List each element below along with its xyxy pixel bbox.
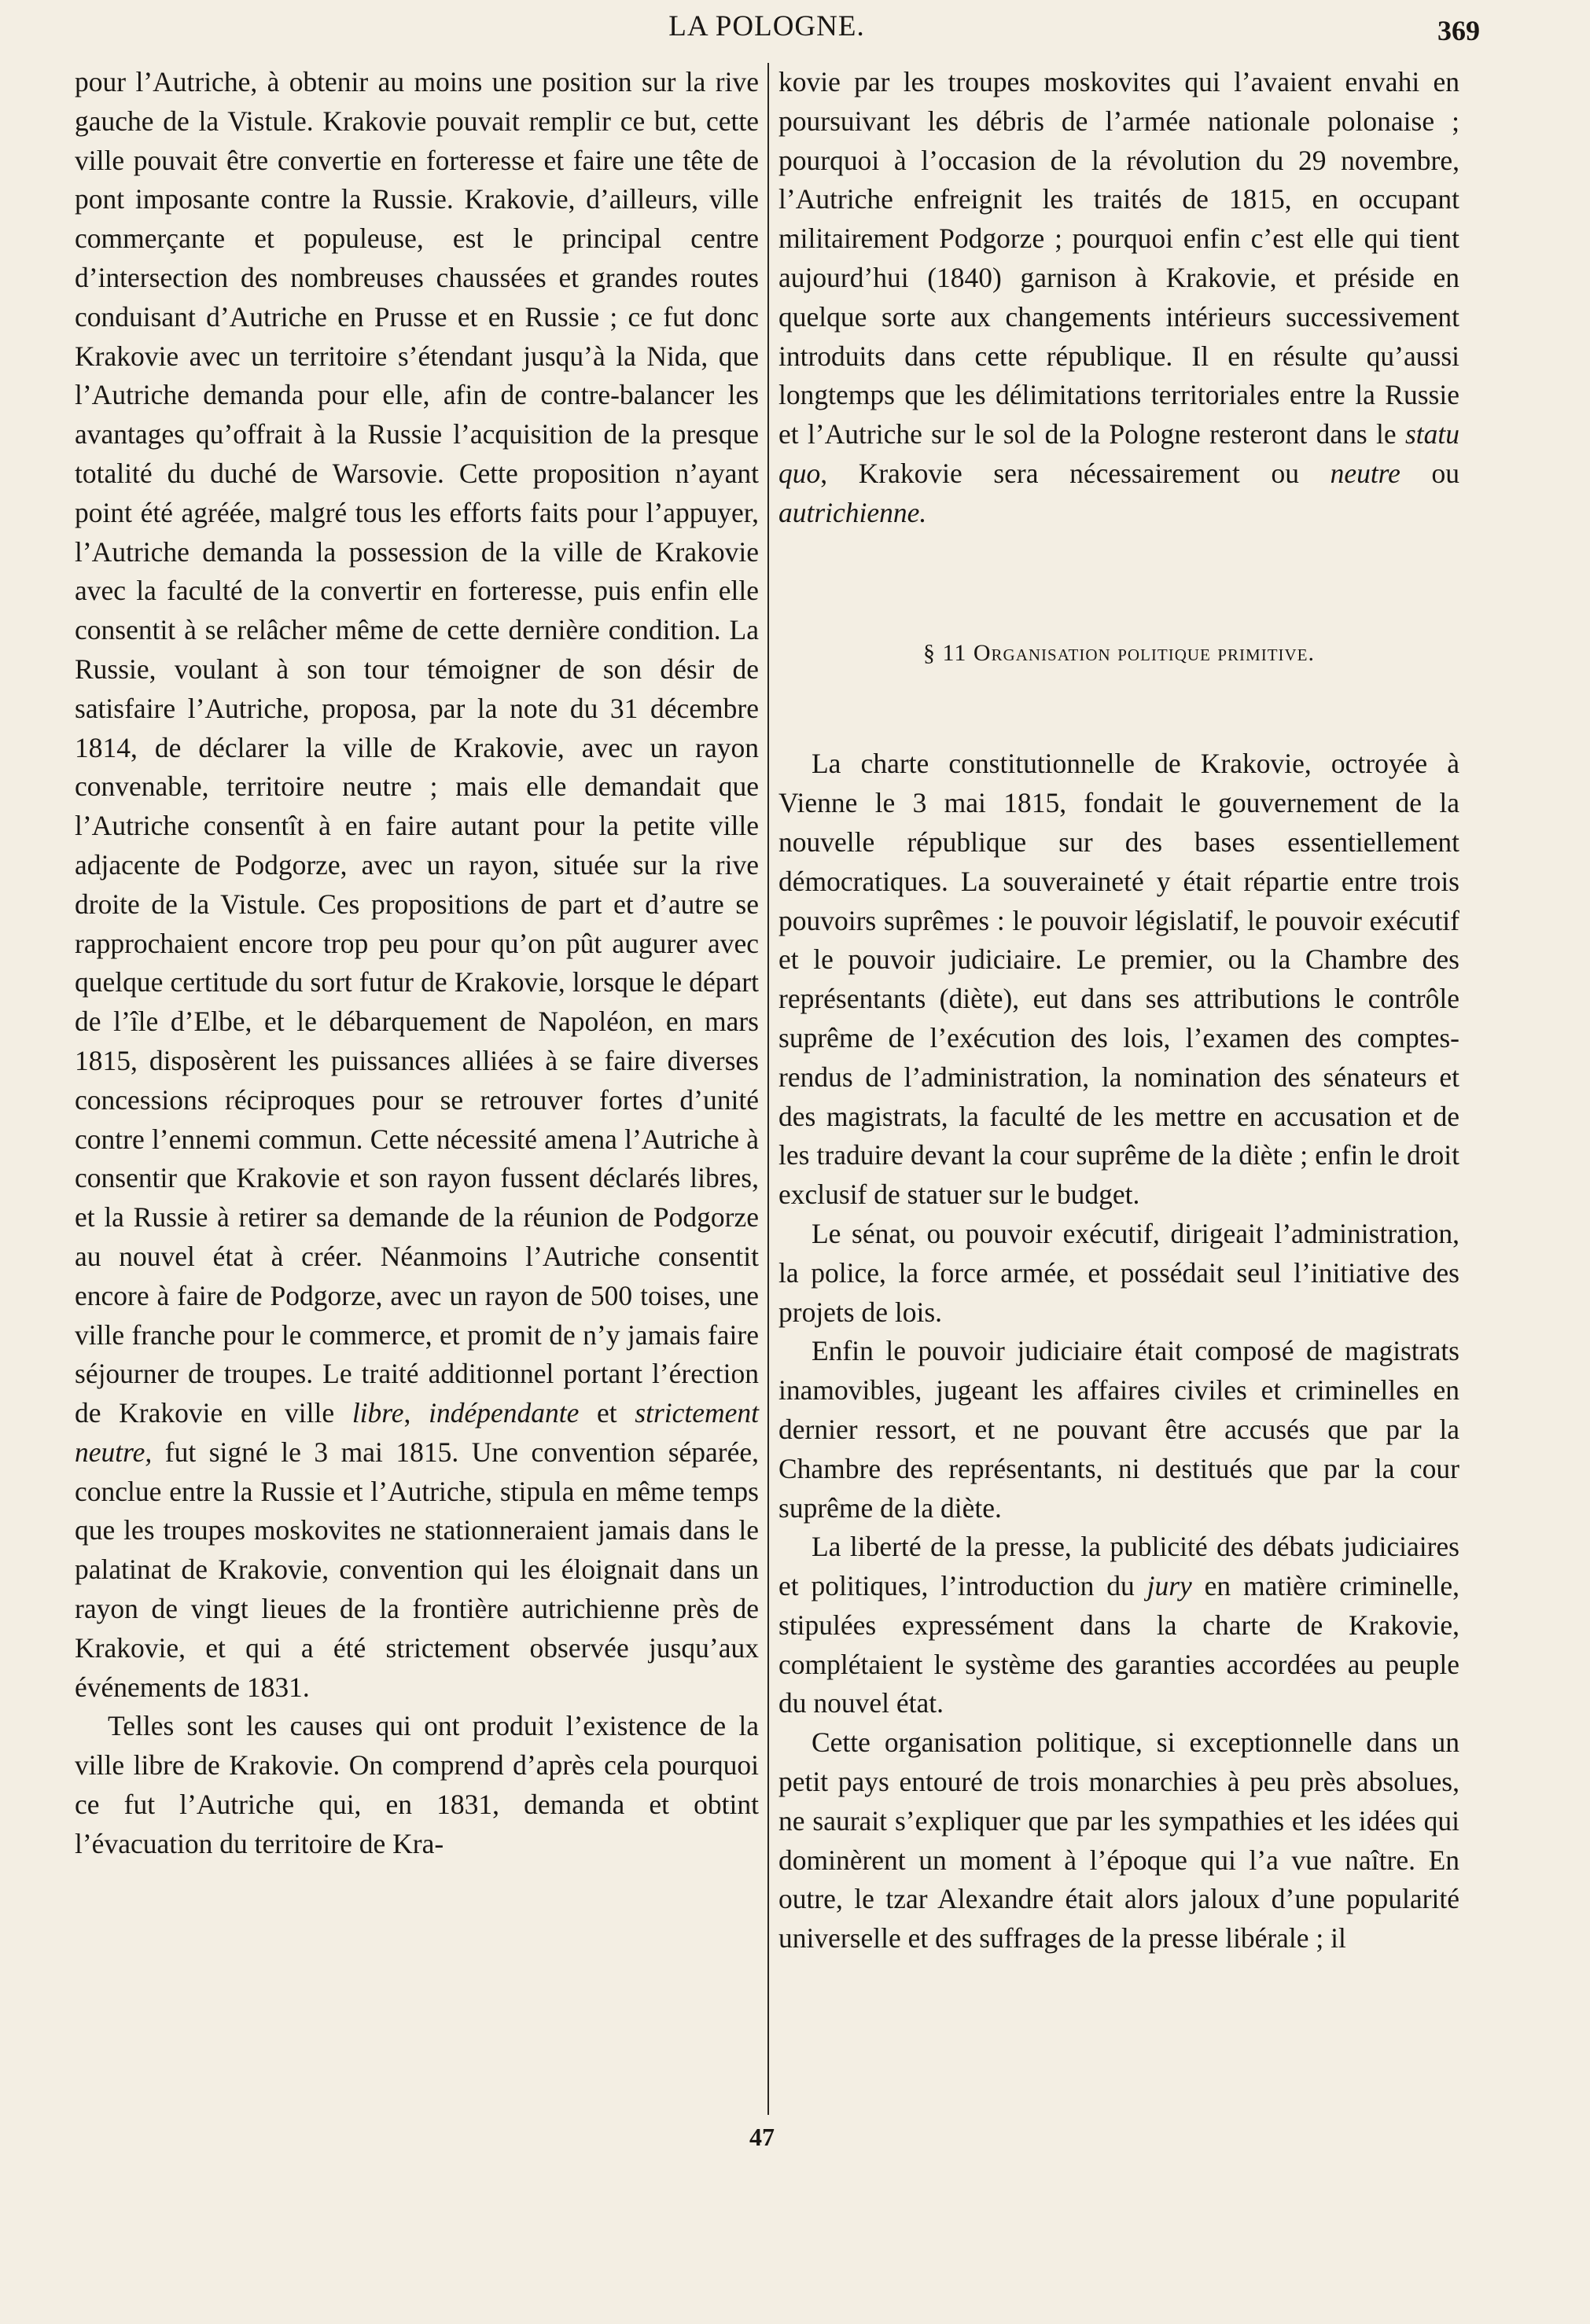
paragraph: Enfin le pouvoir judiciaire était composé de magistrats inamovibles, jugeant les affaires civiles et criminelles en dernier ressort, et ne pouvant être accusés que par la Chambre des représentants, ni destitués que par la cour suprême de la diète. <box>778 1335 1459 1524</box>
paragraph: Telles sont les causes qui ont produit l’existence de la ville libre de Krakovie. On comprend d’après cela pourquoi ce fut l’Autriche qui, en 1831, demanda et obtint l’évacuation du territoire de Kra- <box>75 1710 759 1859</box>
text-run: pour l’Autriche, à obtenir au moins une position sur la rive gauche de la Vistule. Krakovie pouvait remplir ce but, cette ville pouvait être convertie en forteresse et faire une tête de pont imposante contre la Russie. Krakovie, d’ailleurs, ville commerçante et populeuse, est le principal centre d’intersection des nombreuses chaussées et grandes routes conduisant d’Autriche en Prusse et en Russie ; ce fut donc Krakovie avec un territoire s’étendant jusqu’à la Nida, que l’Autriche demanda pour elle, afin de contre-balancer les avantages qu’offrait à la Russie l’acquisition de la presque totalité du duché de Warsovie. Cette proposition n’ayant point été agréée, malgré tous les efforts faits pour l’appuyer, l’Autriche demanda la possession de la ville de Krakovie avec la faculté de la convertir en forteresse, puis enfin elle consentit à se relâcher même de cette dernière condition. La Russie, voulant à son tour témoigner de son désir de satisfaire l’Autriche, proposa, par la note du 31 décembre 1814, de déclarer la ville de Krakovie, avec un rayon convenable, territoire neutre ; mais elle demandait que l’Autriche consentît à en faire autant pour la petite ville adjacente de Podgorze, avec un rayon, située sur la rive droite de la Vistule. Ces propositions de part et d’autre se rapprochaient encore trop peu pour qu’on pût augurer avec quelque certitude du sort futur de Krakovie, lorsque le départ de l’île d’Elbe, et le débarquement de Napoléon, en mars 1815, disposèrent les puissances alliées à se faire diverses concessions réciproques pour se retrouver fortes d’unité contre l’ennemi commun. Cette nécessité amena l’Autriche à consentir que Krakovie et son rayon fussent déclarés libres, et la Russie à retirer sa demande de la réunion de Podgorze au nouvel état à créer. Néanmoins l’Autriche consentit encore à faire de Podgorze, avec un rayon de 500 toises, une ville franche pour le commerce, et promit de n’y jamais faire séjourner de troupes. Le traité additionnel portant l’érection de Krakovie en ville <box>75 66 759 1429</box>
italic-text: statu quo <box>778 418 1460 489</box>
text-run: kovie par les troupes moskovites qui l’avaient envahi en poursuivant les débris de l’armée nationale polonaise ; pourquoi à l’occasion de la révolution du 29 novembre, l’Autriche enfreignit les traités de 1815, en occupant militairement Podgorze ; pourquoi enfin c’est elle qui tient aujourd’hui (1840) garnison à Krakovie, et préside en quelque sorte aux changements intérieurs successivement introduits dans cette république. Il en résulte qu’aussi longtemps que les délimitations territoriales entre la Russie et l’Autriche sur le sol de la Pologne resteront dans le <box>778 66 1459 450</box>
italic-text: jury <box>1146 1570 1192 1602</box>
paragraph <box>778 1528 1459 1723</box>
column-divider <box>767 63 769 2115</box>
section-heading: § 11 Organisation politique primitive. <box>922 639 1316 666</box>
text-run: et <box>596 1397 617 1429</box>
right-column <box>778 63 1459 1958</box>
italic-text: strictement neutre, <box>75 1397 760 1468</box>
italic-text: indépendante <box>429 1397 580 1429</box>
running-title: LA POLOGNE. <box>668 10 865 42</box>
text-run: , Krakovie sera nécessairement ou <box>820 457 1299 489</box>
paragraph: Le sénat, ou pouvoir exécutif, dirigeait l’administration, la police, la force armée, et possédait seul l’initiative des projets de lois. <box>778 1217 1459 1328</box>
italic-text: autrichienne. <box>778 496 927 528</box>
paragraph: Cette organisation politique, si exceptionnelle dans un petit pays entouré de trois monarchies à peu près absolues, ne saurait s’expliquer que par les sympathies et les idées qui dominèrent un moment à l’époque qui l’a vue naître. En outre, le tzar Alexandre était alors jaloux d’une popularité universelle et des suffrages de la presse libérale ; il <box>778 1726 1459 1954</box>
left-column <box>75 63 759 1864</box>
text-run: ou <box>1431 457 1460 489</box>
paragraph: La charte constitutionnelle de Krakovie, octroyée à Vienne le 3 mai 1815, fondait le gouvernement de la nouvelle république sur des bases essentiellement démocratiques. La souveraineté y était répartie entre trois pouvoirs suprêmes : le pouvoir législatif, le pouvoir exécutif et le pouvoir judiciaire. Le premier, ou la Chambre des représentants (diète), eut dans ses attributions le contrôle suprême de l’exécution des lois, l’examen des comptes-rendus de l’administration, la nomination des sénateurs et des magistrats, la faculté de les mettre en accusation et de les traduire devant la cour suprême de la diète ; enfin le droit exclusif de statuer sur le budget. <box>778 748 1459 1211</box>
italic-text: neutre <box>1330 457 1400 489</box>
signature-mark: 47 <box>749 2123 775 2151</box>
italic-text: libre <box>351 1397 404 1429</box>
text-run: fut signé le 3 mai 1815. Une convention séparée, conclue entre la Russie et l’Autriche, stipula en même temps que les troupes moskovites ne stationneraient jamais dans le palatinat de Krakovie, convention qui les éloignait dans un rayon de vingt lieues de la frontière autrichienne près de Krakovie, et qui a été strictement observée jusqu’aux événements de 1831. <box>75 1436 759 1703</box>
page-number: 369 <box>1437 15 1480 46</box>
text-run: en matière criminelle, stipulées expressément dans la charte de Krakovie, complétaient le système des garanties accordées au peuple du nouvel état. <box>778 1570 1460 1719</box>
paragraph <box>778 63 1459 533</box>
text-run: La liberté de la presse, la publicité des débats judiciaires et politiques, l’introduction du <box>778 1531 1459 1602</box>
text-run: , <box>403 1397 411 1429</box>
paragraph <box>75 63 759 1707</box>
